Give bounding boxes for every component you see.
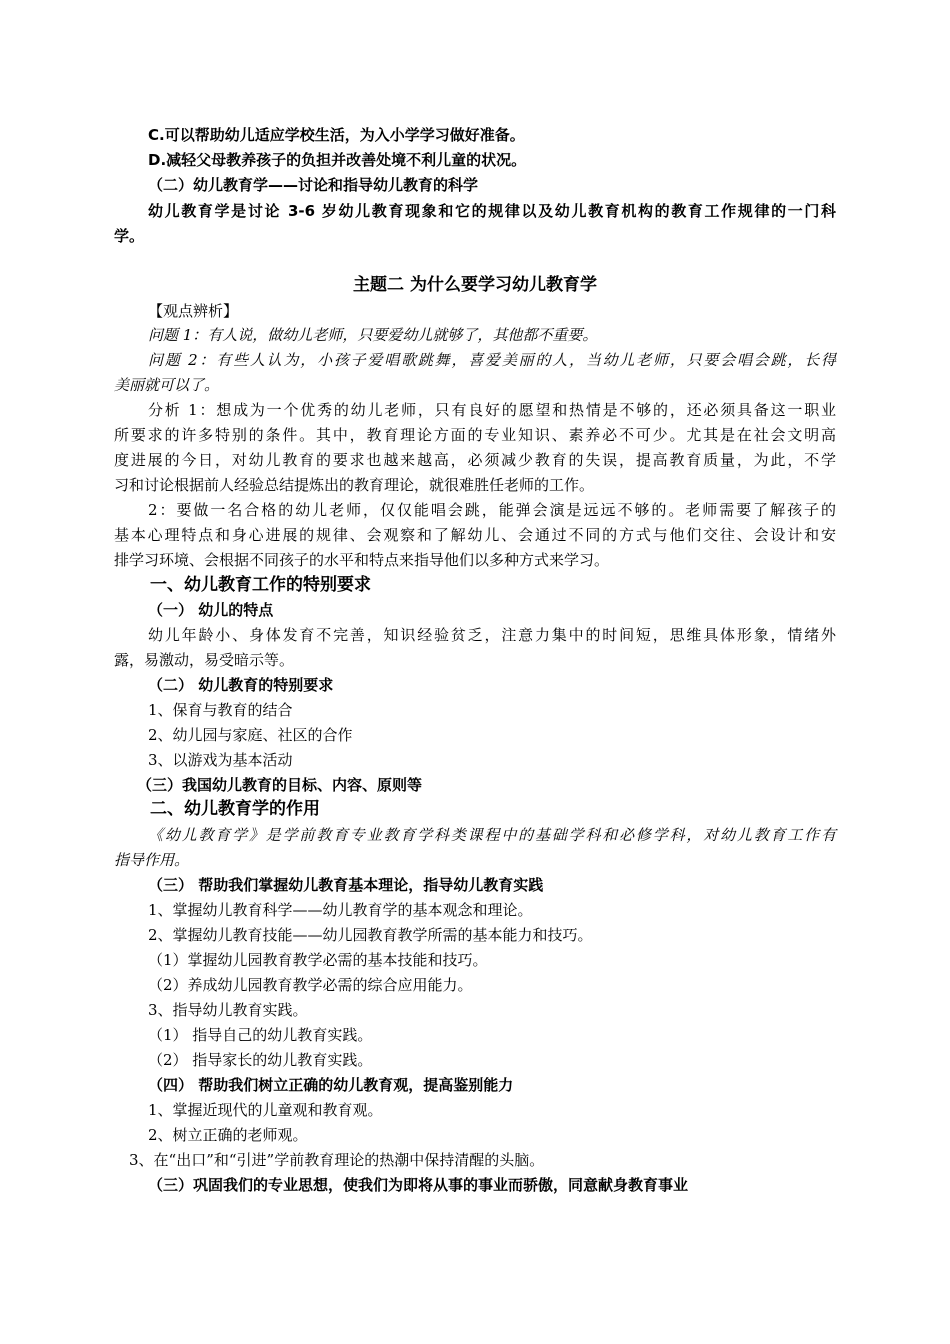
list-item: 2、掌握幼儿教育技能——幼儿园教育教学所需的基本能力和技巧。 bbox=[148, 926, 593, 944]
tag-label: 【观点辨析】 bbox=[148, 302, 239, 320]
option-d: D.减轻父母教养孩子的负担并改善处境不利儿童的状况。 bbox=[148, 151, 527, 169]
list-item: （1）掌握幼儿园教育教学必需的基本技能和技巧。 bbox=[148, 951, 488, 969]
paragraph-line: 所要求的许多特别的条件。其中，教育理论方面的专业知识、素养必不可少。尤其是在社会文明高 bbox=[114, 426, 836, 444]
subsection-heading: （三）巩固我们的专业思想，使我们为即将从事的事业而骄傲，同意献身教育事业 bbox=[148, 1176, 689, 1194]
paragraph-line: 幼儿年龄小、身体发育不完善，知识经验贫乏，注意力集中的时间短，思维具体形象，情绪外 bbox=[148, 626, 836, 644]
question-line: 美丽就可以了。 bbox=[114, 376, 220, 394]
definition-line: 学。 bbox=[114, 227, 145, 245]
option-c: C.可以帮助幼儿适应学校生活，为入小学学习做好准备。 bbox=[148, 126, 525, 144]
subsection-heading: （四） 帮助我们树立正确的幼儿教育观，提高鉴别能力 bbox=[148, 1076, 514, 1094]
list-item: （2）养成幼儿园教育教学必需的综合应用能力。 bbox=[148, 976, 473, 994]
paragraph-line: 指导作用。 bbox=[114, 851, 190, 869]
part-heading: 一、幼儿教育工作的特别要求 bbox=[150, 575, 371, 595]
question-line: 问题 1：有人说，做幼儿老师，只要爱幼儿就够了，其他都不重要。 bbox=[148, 326, 598, 344]
list-item: （1） 指导自己的幼儿教育实践。 bbox=[148, 1026, 373, 1044]
list-item: 3、指导幼儿教育实践。 bbox=[148, 1001, 308, 1019]
paragraph-line: 度进展的今日，对幼儿教育的要求也越来越高，必须减少教育的失误，提高教育质量，为此，不学 bbox=[114, 451, 836, 469]
subsection-heading: （二） 幼儿教育的特别要求 bbox=[148, 676, 334, 694]
definition-line: 幼儿教育学是讨论 3-6 岁幼儿教育现象和它的规律以及幼儿教育机构的教育工作规律的一门科 bbox=[148, 202, 836, 220]
part-heading: 二、幼儿教育学的作用 bbox=[150, 799, 320, 819]
paragraph-line: 《幼儿教育学》是学前教育专业教育学科类课程中的基础学科和必修学科，对幼儿教育工作有 bbox=[148, 826, 836, 844]
subsection-heading: （三） 帮助我们掌握幼儿教育基本理论，指导幼儿教育实践 bbox=[148, 876, 544, 894]
paragraph-line: 分析 1：想成为一个优秀的幼儿老师，只有良好的愿望和热情是不够的，还必须具备这一职业 bbox=[148, 401, 836, 419]
list-item: 1、掌握近现代的儿童观和教育观。 bbox=[148, 1101, 383, 1119]
subsection-heading: （三）我国幼儿教育的目标、内容、原则等 bbox=[137, 776, 423, 794]
list-item: 2、树立正确的老师观。 bbox=[148, 1126, 308, 1144]
list-item: 3、在“出口”和“引进”学前教育理论的热潮中保持清醒的头脑。 bbox=[129, 1151, 545, 1169]
paragraph-line: 排学习环境、会根据不同孩子的水平和特点来指导他们以多种方式来学习。 bbox=[114, 551, 610, 569]
list-item: 1、掌握幼儿教育科学——幼儿教育学的基本观念和理论。 bbox=[148, 901, 533, 919]
list-item: 2、幼儿园与家庭、社区的合作 bbox=[148, 726, 353, 744]
paragraph-line: 习和讨论根据前人经验总结提炼出的教育理论，就很难胜任老师的工作。 bbox=[114, 476, 595, 494]
section-title: 主题二 为什么要学习幼儿教育学 bbox=[353, 275, 597, 295]
question-line: 问题 2：有些人认为，小孩子爱唱歌跳舞，喜爱美丽的人，当幼儿老师，只要会唱会跳，长得 bbox=[148, 351, 836, 369]
subsection-heading: （一） 幼儿的特点 bbox=[148, 601, 274, 619]
list-item: 3、以游戏为基本活动 bbox=[148, 751, 293, 769]
paragraph-line: 露，易激动，易受暗示等。 bbox=[114, 651, 295, 669]
paragraph-line: 2：要做一名合格的幼儿老师，仅仅能唱会跳，能弹会演是远远不够的。老师需要了解孩子的 bbox=[148, 501, 836, 519]
subsection-heading: （二）幼儿教育学——讨论和指导幼儿教育的科学 bbox=[148, 176, 479, 194]
paragraph-line: 基本心理特点和身心进展的规律、会观察和了解幼儿、会通过不同的方式与他们交往、会设计和安 bbox=[114, 526, 836, 544]
list-item: （2） 指导家长的幼儿教育实践。 bbox=[148, 1051, 373, 1069]
list-item: 1、保育与教育的结合 bbox=[148, 701, 293, 719]
